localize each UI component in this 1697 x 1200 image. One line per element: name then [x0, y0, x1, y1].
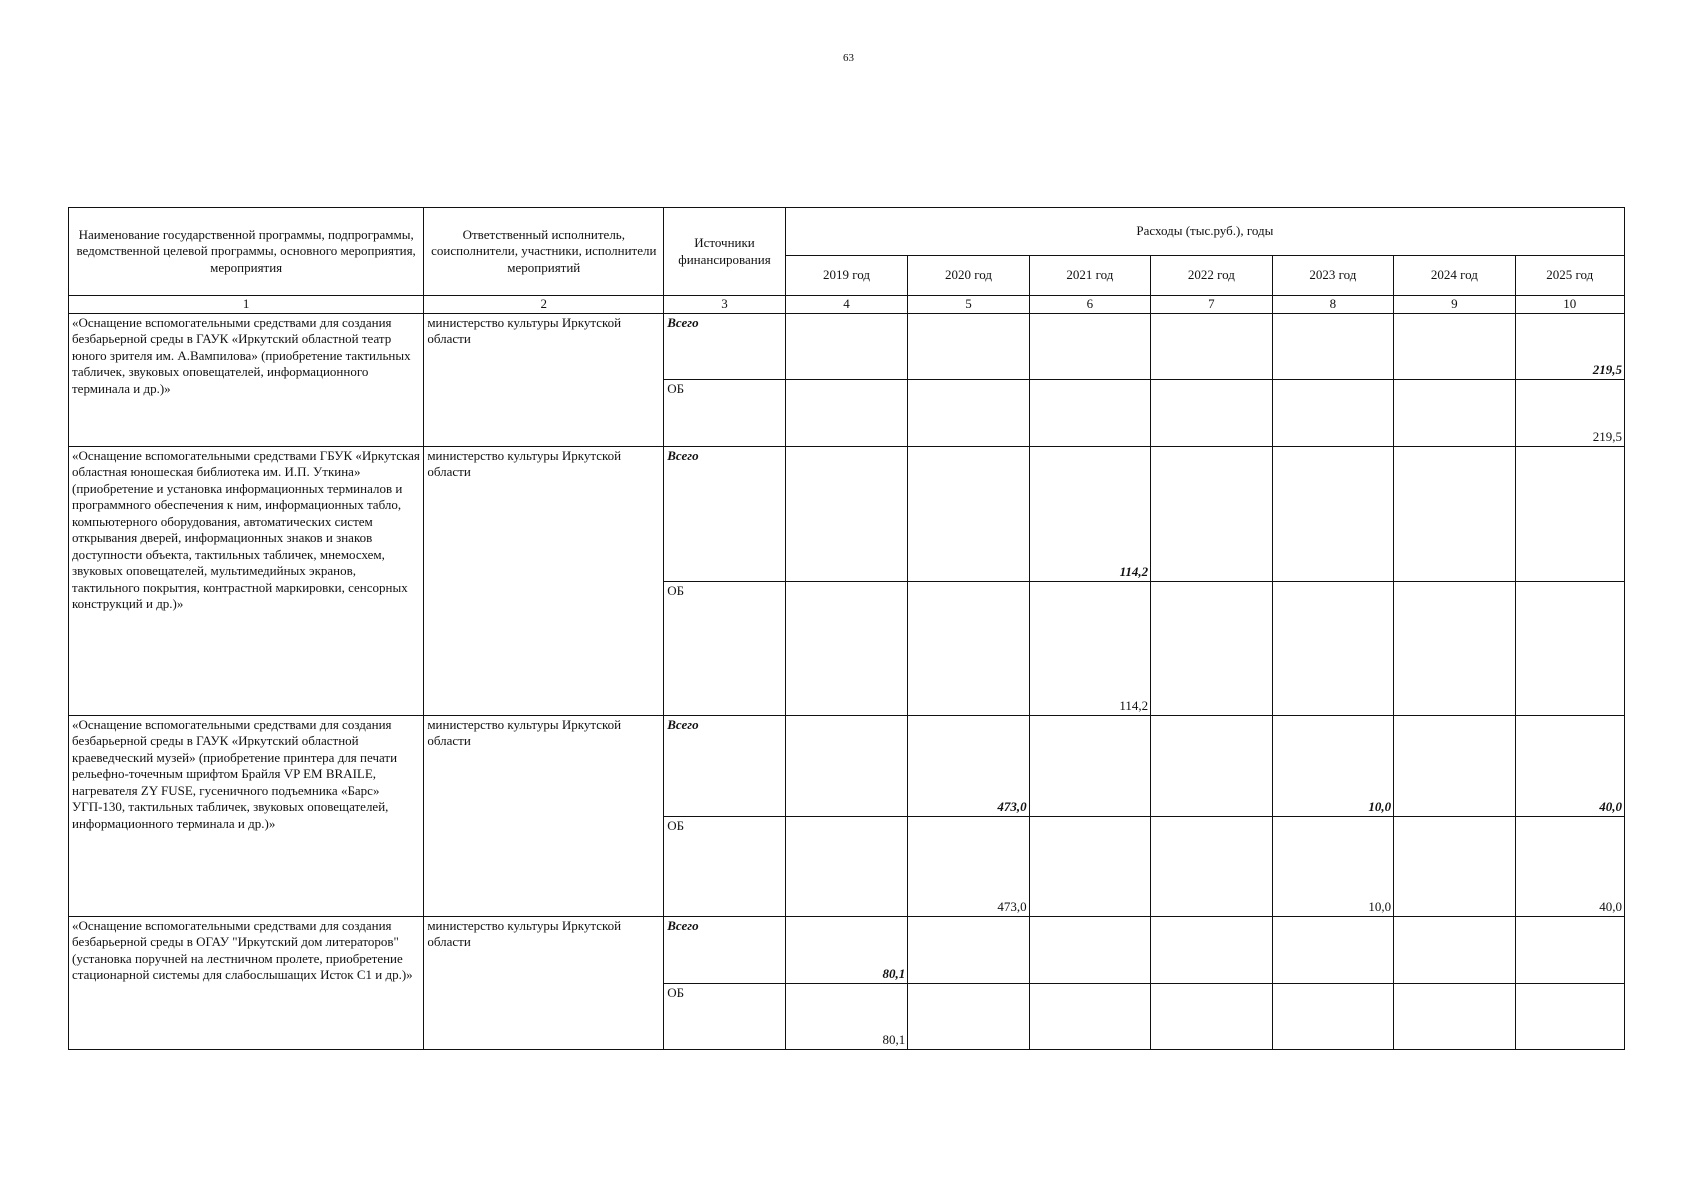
source-ob-label: ОБ [664, 816, 785, 916]
value-cell [1151, 446, 1272, 581]
value-cell [1151, 916, 1272, 983]
value-cell [785, 313, 907, 379]
value-cell: 114,2 [1029, 581, 1150, 715]
source-total-label: Всего [664, 916, 785, 983]
value-cell [785, 581, 907, 715]
value-cell [1151, 379, 1272, 446]
value-cell [1272, 379, 1393, 446]
event-executor: министерство культуры Иркутской области [424, 446, 664, 715]
source-ob-label: ОБ [664, 581, 785, 715]
column-number: 3 [664, 296, 785, 314]
value-cell [1029, 379, 1150, 446]
source-ob-label: ОБ [664, 983, 785, 1049]
header-year: 2019 год [785, 256, 907, 296]
header-executor: Ответственный исполнитель, соисполнители, участники, исполнители мероприятий [424, 208, 664, 296]
source-total-label: Всего [664, 446, 785, 581]
value-cell [908, 983, 1029, 1049]
value-cell [1272, 983, 1393, 1049]
value-cell [1029, 983, 1150, 1049]
source-total-label: Всего [664, 715, 785, 816]
value-cell [1272, 581, 1393, 715]
value-cell: 80,1 [785, 916, 907, 983]
value-cell: 40,0 [1515, 715, 1624, 816]
column-number: 10 [1515, 296, 1624, 314]
column-number-row [69, 296, 1625, 314]
table-row [69, 916, 1625, 983]
table-row [69, 715, 1625, 816]
value-cell [908, 581, 1029, 715]
value-cell [1151, 313, 1272, 379]
column-number: 5 [908, 296, 1029, 314]
event-name: «Оснащение вспомогательными средствами для создания безбарьерной среды в ГАУК «Иркутский областной краеведческий музей» (приобретение принтера для печати рельефно-точечным шрифтом Брайля VP EM BRAILE, нагревателя ZY FUSE, гусеничного подъемника «Барс» УГП-130, тактильных табличек, звуковых оповещателей, информационного терминала и др.)» [69, 715, 424, 916]
event-name: «Оснащение вспомогательными средствами для создания безбарьерной среды в ГАУК «Иркутский областной театр юного зрителя им. А.Вампилова» (приобретение тактильных табличек, звуковых оповещателей, информационного терминала и др.)» [69, 313, 424, 446]
header-year: 2022 год [1151, 256, 1272, 296]
value-cell [785, 446, 907, 581]
source-ob-label: ОБ [664, 379, 785, 446]
value-cell [1272, 916, 1393, 983]
value-cell: 219,5 [1515, 379, 1624, 446]
header-year: 2024 год [1394, 256, 1515, 296]
value-cell [785, 715, 907, 816]
header-year: 2023 год [1272, 256, 1393, 296]
header-expenses: Расходы (тыс.руб.), годы [785, 208, 1624, 256]
value-cell [1029, 313, 1150, 379]
value-cell [908, 313, 1029, 379]
event-name: «Оснащение вспомогательными средствами для создания безбарьерной среды в ОГАУ "Иркутский дом литераторов" (установка поручней на лестничном пролете, приобретение стационарной системы для слабослышащих Исток С1 и др.)» [69, 916, 424, 1049]
value-cell [1394, 446, 1515, 581]
value-cell [908, 446, 1029, 581]
header-sources: Источники финансирования [664, 208, 785, 296]
value-cell [1515, 983, 1624, 1049]
value-cell: 80,1 [785, 983, 907, 1049]
value-cell [1515, 446, 1624, 581]
value-cell [908, 379, 1029, 446]
column-number: 9 [1394, 296, 1515, 314]
value-cell: 473,0 [908, 816, 1029, 916]
page-number: 63 [843, 52, 854, 64]
value-cell: 473,0 [908, 715, 1029, 816]
event-executor: министерство культуры Иркутской области [424, 313, 664, 446]
column-number: 6 [1029, 296, 1150, 314]
value-cell [1151, 715, 1272, 816]
header-name: Наименование государственной программы, подпрограммы, ведомственной целевой программы, основного мероприятия, мероприятия [69, 208, 424, 296]
value-cell [1394, 313, 1515, 379]
event-executor: министерство культуры Иркутской области [424, 916, 664, 1049]
source-total-label: Всего [664, 313, 785, 379]
value-cell [1394, 916, 1515, 983]
header-year: 2021 год [1029, 256, 1150, 296]
header-year: 2025 год [1515, 256, 1624, 296]
value-cell: 10,0 [1272, 715, 1393, 816]
budget-table [68, 207, 1625, 1050]
column-number: 8 [1272, 296, 1393, 314]
value-cell: 219,5 [1515, 313, 1624, 379]
value-cell [1151, 581, 1272, 715]
value-cell [1394, 379, 1515, 446]
table-row [69, 313, 1625, 379]
value-cell [1029, 715, 1150, 816]
event-name: «Оснащение вспомогательными средствами ГБУК «Иркутская областная юношеская библиотека им. И.П. Уткина» (приобретение и установка информационных терминалов и программного обеспечения к ним, информационных табло, компьютерного оборудования, автоматических систем открывания дверей, информационных знаков и знаков доступности объекта, тактильных табличек, мнемосхем, звуковых оповещателей, мультимедийных экранов, тактильного покрытия, контрастной маркировки, сенсорных конструкций и др.)» [69, 446, 424, 715]
value-cell [908, 916, 1029, 983]
value-cell [1029, 816, 1150, 916]
value-cell [785, 816, 907, 916]
value-cell [1394, 715, 1515, 816]
value-cell [1394, 816, 1515, 916]
value-cell [1394, 581, 1515, 715]
value-cell [1272, 313, 1393, 379]
value-cell [1151, 816, 1272, 916]
event-executor: министерство культуры Иркутской области [424, 715, 664, 916]
column-number: 1 [69, 296, 424, 314]
header-year: 2020 год [908, 256, 1029, 296]
table-row [69, 446, 1625, 581]
value-cell [785, 379, 907, 446]
value-cell [1029, 916, 1150, 983]
column-number: 7 [1151, 296, 1272, 314]
value-cell [1515, 581, 1624, 715]
value-cell [1151, 983, 1272, 1049]
value-cell: 114,2 [1029, 446, 1150, 581]
value-cell [1272, 446, 1393, 581]
value-cell [1394, 983, 1515, 1049]
column-number: 2 [424, 296, 664, 314]
value-cell: 40,0 [1515, 816, 1624, 916]
value-cell [1515, 916, 1624, 983]
column-number: 4 [785, 296, 907, 314]
value-cell: 10,0 [1272, 816, 1393, 916]
